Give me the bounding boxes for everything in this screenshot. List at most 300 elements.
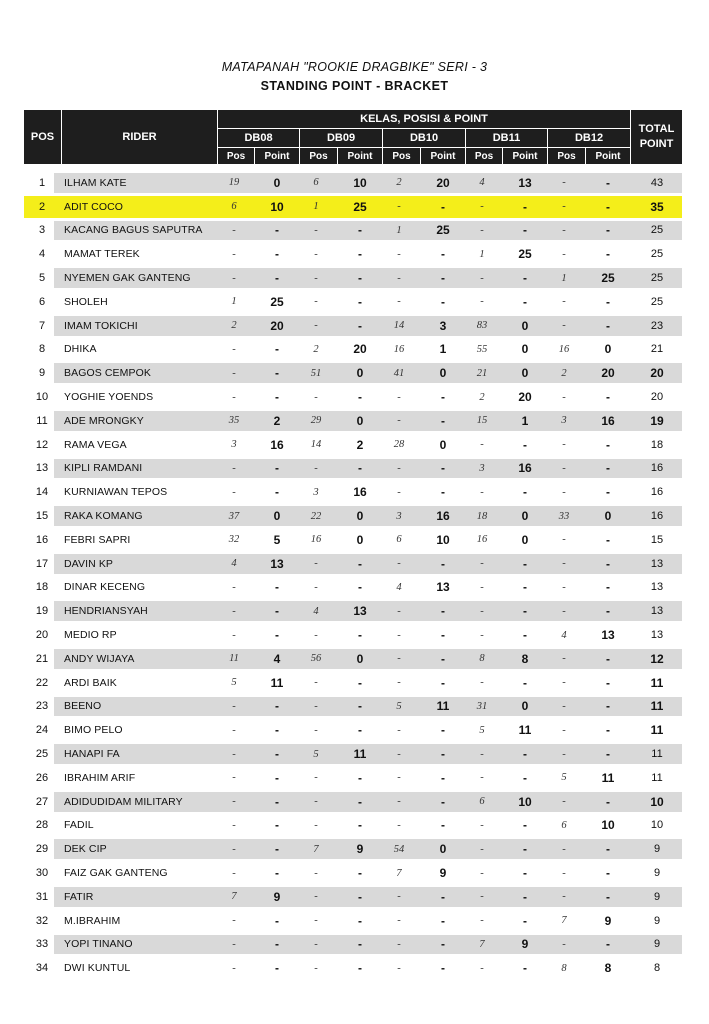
class-point-cell: 4 — [273, 651, 281, 666]
class-pos-cell: - — [562, 224, 566, 236]
class-point-cell: - — [358, 556, 362, 571]
class-pos-cell: 18 — [476, 510, 488, 522]
total-point-cell: 25 — [650, 224, 664, 237]
class-point-cell: - — [358, 723, 362, 738]
class-pos-cell: 4 — [479, 177, 485, 189]
class-pos-cell: 2 — [313, 343, 319, 355]
rider-name-cell: DAVIN KP — [64, 557, 114, 570]
class-point-cell: 2 — [356, 437, 364, 452]
class-pos-cell: - — [562, 724, 566, 736]
class-point-cell: 9 — [273, 889, 281, 904]
class-pos-cell: 14 — [393, 320, 405, 332]
class-point-cell: 10 — [353, 175, 367, 190]
class-point-cell: - — [606, 604, 610, 619]
class-pos-cell: - — [314, 320, 318, 332]
class-pos-cell: 7 — [561, 915, 567, 927]
class-pos-cell: 6 — [479, 796, 485, 808]
class-point-cell: 9 — [521, 937, 529, 952]
total-point-cell: 43 — [650, 176, 664, 189]
class-pos-cell: - — [480, 891, 484, 903]
table-row — [24, 576, 682, 600]
rank-cell: 28 — [35, 819, 49, 832]
total-point-cell: 11 — [651, 771, 663, 784]
class-point-cell: 0 — [521, 342, 529, 357]
class-point-cell: - — [358, 461, 362, 476]
rank-cell: 25 — [35, 748, 49, 761]
class-pos-cell: 14 — [310, 439, 322, 451]
rank-cell: 19 — [35, 605, 49, 618]
class-pos-cell: 5 — [231, 677, 237, 689]
class-point-cell: - — [275, 247, 279, 262]
rider-name-cell: HANAPI FA — [64, 748, 120, 761]
class-point-cell: 0 — [604, 342, 612, 357]
class-point-cell: 16 — [270, 437, 284, 452]
class-pos-cell: 51 — [310, 367, 322, 379]
rider-name-cell: KACANG BAGUS SAPUTRA — [64, 224, 203, 237]
class-point-cell: - — [523, 675, 527, 690]
class-point-cell: - — [606, 580, 610, 595]
total-point-cell: 35 — [650, 199, 664, 214]
class-point-cell: - — [523, 556, 527, 571]
class-pos-cell: 3 — [313, 486, 319, 498]
class-point-cell: 0 — [439, 437, 447, 452]
class-point-cell: - — [275, 723, 279, 738]
class-point-cell: - — [606, 889, 610, 904]
class-point-cell: - — [358, 794, 362, 809]
rank-cell: 22 — [35, 676, 49, 689]
rider-name-cell: KURNIAWAN TEPOS — [64, 486, 168, 499]
header-sub-pos: Pos — [557, 150, 576, 162]
class-pos-cell: - — [480, 819, 484, 831]
rider-name-cell: ADE MRONGKY — [64, 414, 144, 427]
rank-cell: 8 — [38, 343, 46, 356]
rider-name-cell: ARDI BAIK — [64, 676, 117, 689]
class-pos-cell: - — [232, 605, 236, 617]
class-point-cell: - — [441, 937, 445, 952]
class-pos-cell: 5 — [479, 724, 485, 736]
class-point-cell: - — [441, 390, 445, 405]
class-pos-cell: 29 — [310, 415, 322, 427]
class-point-cell: - — [358, 913, 362, 928]
header-class-db11: DB11 — [492, 132, 521, 144]
class-pos-cell: - — [314, 581, 318, 593]
total-point-cell: 10 — [650, 794, 664, 809]
total-point-cell: 20 — [650, 391, 664, 404]
total-point-cell: 9 — [653, 867, 661, 879]
table-row — [24, 552, 682, 576]
rider-name-cell: BEENO — [64, 700, 102, 713]
class-pos-cell: - — [562, 867, 566, 879]
class-point-cell: - — [523, 628, 527, 643]
class-point-cell: 20 — [436, 175, 450, 190]
table-row — [24, 671, 682, 695]
class-pos-cell: 19 — [228, 177, 240, 189]
table-header — [24, 110, 682, 164]
rider-name-cell: MAMAT TEREK — [64, 248, 140, 261]
table-row — [24, 433, 682, 457]
class-point-cell: - — [523, 271, 527, 286]
class-pos-cell: 35 — [228, 415, 240, 427]
rider-name-cell: DINAR KECENG — [64, 581, 146, 594]
class-point-cell: - — [358, 271, 362, 286]
class-point-cell: - — [275, 699, 279, 714]
class-pos-cell: 4 — [313, 605, 319, 617]
class-point-cell: - — [441, 485, 445, 500]
table-row — [24, 718, 682, 742]
header-rider: RIDER — [122, 131, 157, 143]
rider-name-cell: RAKA KOMANG — [64, 510, 143, 523]
total-point-cell: 13 — [650, 557, 664, 570]
class-pos-cell: - — [397, 938, 401, 950]
total-point-cell: 9 — [653, 914, 661, 927]
class-pos-cell: - — [562, 843, 566, 855]
class-point-cell: - — [606, 699, 610, 714]
class-point-cell: 11 — [270, 675, 284, 690]
class-pos-cell: - — [314, 248, 318, 260]
rank-cell: 30 — [35, 867, 49, 879]
rank-cell: 33 — [35, 938, 49, 951]
class-point-cell: - — [358, 699, 362, 714]
class-point-cell: - — [358, 580, 362, 595]
class-pos-cell: - — [314, 867, 318, 879]
class-pos-cell: - — [232, 486, 236, 498]
table-row — [24, 861, 682, 885]
table-row — [24, 814, 682, 838]
class-point-cell: 0 — [521, 532, 529, 547]
class-point-cell: - — [441, 271, 445, 286]
class-point-cell: 13 — [353, 604, 367, 619]
class-point-cell: 20 — [518, 390, 532, 405]
class-point-cell: - — [606, 247, 610, 262]
class-point-cell: - — [523, 913, 527, 928]
class-point-cell: - — [606, 437, 610, 452]
rank-cell: 11 — [36, 414, 48, 427]
rank-cell: 34 — [35, 962, 49, 975]
class-pos-cell: - — [480, 201, 484, 213]
class-point-cell: 0 — [521, 366, 529, 381]
class-pos-cell: - — [232, 819, 236, 831]
class-pos-cell: - — [562, 558, 566, 570]
class-point-cell: 25 — [518, 247, 532, 262]
rider-name-cell: DWI KUNTUL — [64, 962, 131, 975]
rider-name-cell: BAGOS CEMPOK — [64, 367, 151, 380]
class-pos-cell: 8 — [479, 653, 485, 665]
class-point-cell: - — [523, 223, 527, 238]
class-pos-cell: - — [480, 272, 484, 284]
class-point-cell: - — [275, 913, 279, 928]
class-pos-cell: - — [314, 629, 318, 641]
class-pos-cell: - — [397, 248, 401, 260]
table-row — [24, 647, 682, 671]
rank-cell: 7 — [38, 319, 46, 332]
class-point-cell: - — [523, 580, 527, 595]
class-point-cell: - — [606, 556, 610, 571]
class-point-cell: - — [606, 675, 610, 690]
class-point-cell: - — [358, 770, 362, 785]
class-pos-cell: - — [397, 462, 401, 474]
table-row — [24, 956, 682, 980]
class-point-cell: - — [275, 866, 279, 880]
header-class-db08: DB08 — [244, 132, 273, 144]
class-point-cell: 9 — [356, 842, 364, 857]
class-point-cell: 11 — [436, 699, 450, 714]
class-point-cell: 0 — [273, 175, 281, 190]
header-group: KELAS, POSISI & POINT — [360, 113, 488, 125]
class-point-cell: 8 — [521, 651, 529, 666]
class-point-cell: 16 — [436, 509, 450, 524]
class-point-cell: - — [441, 770, 445, 785]
total-point-cell: 16 — [650, 486, 664, 499]
class-point-cell: - — [275, 342, 279, 357]
class-pos-cell: - — [480, 629, 484, 641]
document-title: MATAPANAH "ROOKIE DRAGBIKE" SERI - 3 — [221, 60, 488, 74]
class-point-cell: - — [523, 604, 527, 619]
rank-cell: 14 — [35, 486, 49, 499]
class-pos-cell: - — [232, 248, 236, 260]
class-pos-cell: - — [397, 748, 401, 760]
class-point-cell: - — [606, 318, 610, 333]
class-pos-cell: 8 — [561, 962, 567, 974]
class-pos-cell: - — [480, 605, 484, 617]
class-pos-cell: - — [480, 748, 484, 760]
header-total-line1: TOTAL — [638, 123, 675, 135]
class-pos-cell: 1 — [561, 272, 567, 284]
class-point-cell: - — [606, 199, 610, 214]
table-row — [24, 266, 682, 290]
class-pos-cell: 31 — [476, 700, 488, 712]
class-pos-cell: - — [562, 677, 566, 689]
class-point-cell: - — [441, 413, 445, 428]
header-sub-pos: Pos — [392, 150, 411, 162]
class-pos-cell: - — [480, 486, 484, 498]
class-point-cell: 3 — [439, 318, 447, 333]
class-point-cell: - — [441, 889, 445, 904]
class-pos-cell: - — [232, 462, 236, 474]
class-pos-cell: 55 — [476, 343, 488, 355]
class-pos-cell: 6 — [396, 534, 402, 546]
rank-cell: 23 — [35, 700, 49, 713]
class-pos-cell: - — [397, 486, 401, 498]
class-pos-cell: - — [232, 343, 236, 355]
class-pos-cell: - — [397, 796, 401, 808]
rank-cell: 1 — [38, 176, 46, 189]
header-class-db09: DB09 — [326, 132, 356, 144]
class-pos-cell: 5 — [561, 772, 567, 784]
standings-table — [24, 171, 682, 980]
table-row — [24, 504, 682, 528]
class-pos-cell: - — [232, 700, 236, 712]
class-point-cell: 13 — [601, 628, 615, 643]
class-point-cell: - — [358, 675, 362, 690]
class-pos-cell: 2 — [479, 391, 485, 403]
class-pos-cell: - — [397, 629, 401, 641]
class-point-cell: - — [275, 223, 279, 238]
class-pos-cell: 2 — [231, 320, 237, 332]
class-pos-cell: - — [232, 224, 236, 236]
class-point-cell: 20 — [270, 318, 284, 333]
class-point-cell: 0 — [439, 842, 447, 857]
class-pos-cell: - — [232, 629, 236, 641]
rider-name-cell: ANDY WIJAYA — [64, 652, 135, 665]
class-pos-cell: 1 — [313, 201, 319, 213]
class-pos-cell: - — [562, 534, 566, 546]
class-pos-cell: - — [562, 748, 566, 760]
class-pos-cell: - — [397, 605, 401, 617]
class-point-cell: 13 — [518, 175, 532, 190]
class-point-cell: - — [523, 485, 527, 500]
table-row — [24, 695, 682, 719]
header-sub-pos: Pos — [309, 150, 328, 162]
rider-name-cell: FADIL — [64, 819, 94, 832]
total-point-cell: 13 — [650, 605, 664, 618]
total-point-cell: 9 — [653, 843, 661, 856]
total-point-cell: 16 — [650, 510, 664, 523]
header-total-line2: POINT — [639, 138, 674, 150]
class-point-cell: - — [441, 818, 445, 833]
table-row — [24, 409, 682, 433]
class-pos-cell: - — [562, 700, 566, 712]
rank-cell: 16 — [35, 533, 49, 546]
class-point-cell: - — [358, 628, 362, 643]
table-row — [24, 933, 682, 957]
class-pos-cell: - — [562, 320, 566, 332]
class-pos-cell: 54 — [393, 843, 405, 855]
class-point-cell: 10 — [436, 532, 450, 547]
class-point-cell: - — [275, 271, 279, 286]
class-point-cell: - — [358, 247, 362, 262]
class-point-cell: - — [606, 794, 610, 809]
class-pos-cell: 4 — [561, 629, 567, 641]
rank-cell: 32 — [35, 914, 49, 927]
rank-cell: 6 — [38, 295, 46, 308]
rider-name-cell: M.IBRAHIM — [64, 914, 121, 927]
class-pos-cell: 6 — [561, 819, 567, 831]
table-row — [24, 790, 682, 814]
class-point-cell: - — [606, 175, 610, 190]
class-point-cell: - — [606, 223, 610, 238]
class-point-cell: - — [606, 485, 610, 500]
class-point-cell: 2 — [273, 413, 281, 428]
total-point-cell: 8 — [653, 962, 661, 975]
class-pos-cell: - — [232, 915, 236, 927]
class-pos-cell: - — [314, 772, 318, 784]
rider-name-cell: SHOLEH — [64, 295, 108, 308]
table-row — [24, 766, 682, 790]
class-point-cell: - — [606, 723, 610, 738]
class-point-cell: 1 — [521, 413, 529, 428]
class-point-cell: 13 — [436, 580, 450, 595]
class-pos-cell: - — [314, 224, 318, 236]
total-point-cell: 12 — [650, 651, 664, 666]
class-point-cell: 16 — [518, 461, 532, 476]
rider-name-cell: MEDIO RP — [64, 629, 117, 642]
class-pos-cell: 7 — [396, 867, 402, 879]
class-pos-cell: - — [480, 772, 484, 784]
class-point-cell: 0 — [356, 509, 364, 524]
class-pos-cell: 33 — [558, 510, 570, 522]
header-sub-point: Point — [264, 150, 290, 162]
class-pos-cell: - — [232, 581, 236, 593]
class-pos-cell: - — [314, 296, 318, 308]
class-point-cell: 1 — [439, 342, 447, 357]
total-point-cell: 9 — [653, 890, 661, 903]
rank-cell: 21 — [35, 652, 49, 665]
rider-name-cell: IMAM TOKICHI — [64, 319, 138, 332]
class-pos-cell: 1 — [231, 296, 237, 308]
class-point-cell: 9 — [439, 866, 447, 880]
class-point-cell: - — [441, 675, 445, 690]
rank-cell: 9 — [38, 367, 46, 380]
class-point-cell: 25 — [353, 199, 367, 214]
class-point-cell: 16 — [353, 485, 367, 500]
class-pos-cell: - — [397, 653, 401, 665]
class-point-cell: 8 — [604, 961, 612, 976]
class-pos-cell: - — [397, 296, 401, 308]
class-pos-cell: 16 — [476, 534, 488, 546]
class-pos-cell: 11 — [229, 653, 239, 665]
class-point-cell: - — [358, 223, 362, 238]
class-point-cell: - — [441, 199, 445, 214]
class-pos-cell: 32 — [228, 534, 240, 546]
table-row — [24, 338, 682, 362]
table-row — [24, 599, 682, 623]
class-pos-cell: - — [314, 700, 318, 712]
table-row — [24, 314, 682, 338]
rider-name-cell: FEBRI SAPRI — [64, 533, 131, 546]
class-pos-cell: - — [397, 891, 401, 903]
rank-cell: 2 — [38, 200, 46, 213]
class-pos-cell: - — [232, 867, 236, 879]
class-pos-cell: - — [314, 891, 318, 903]
class-point-cell: - — [606, 747, 610, 762]
class-pos-cell: 16 — [558, 343, 570, 355]
class-pos-cell: - — [314, 462, 318, 474]
total-point-cell: 10 — [650, 819, 664, 832]
class-pos-cell: - — [397, 677, 401, 689]
class-pos-cell: - — [232, 938, 236, 950]
class-pos-cell: - — [397, 415, 401, 427]
class-pos-cell: 6 — [313, 177, 319, 189]
table-row — [24, 480, 682, 504]
total-point-cell: 16 — [650, 462, 664, 475]
class-pos-cell: - — [397, 391, 401, 403]
total-point-cell: 13 — [650, 581, 664, 594]
class-pos-cell: 4 — [396, 581, 402, 593]
class-point-cell: - — [441, 913, 445, 928]
header-sub-point: Point — [595, 150, 621, 162]
class-pos-cell: - — [562, 439, 566, 451]
class-point-cell: 0 — [273, 509, 281, 524]
rank-cell: 27 — [35, 795, 49, 808]
total-point-cell: 11 — [650, 723, 664, 738]
class-pos-cell: 37 — [228, 510, 240, 522]
class-point-cell: - — [523, 199, 527, 214]
rider-name-cell: FATIR — [64, 890, 94, 903]
class-point-cell: - — [523, 770, 527, 785]
class-point-cell: - — [275, 366, 279, 381]
class-point-cell: - — [606, 390, 610, 405]
class-point-cell: - — [606, 651, 610, 666]
class-point-cell: - — [606, 294, 610, 309]
total-point-cell: 20 — [650, 366, 664, 381]
rider-name-cell: ADIDUDIDAM MILITARY — [64, 795, 183, 808]
table-row — [24, 242, 682, 266]
class-pos-cell: 28 — [393, 439, 405, 451]
header-sub-point: Point — [430, 150, 456, 162]
class-point-cell: - — [606, 461, 610, 476]
rider-name-cell: ADIT COCO — [64, 200, 124, 213]
class-pos-cell: 41 — [393, 367, 405, 379]
